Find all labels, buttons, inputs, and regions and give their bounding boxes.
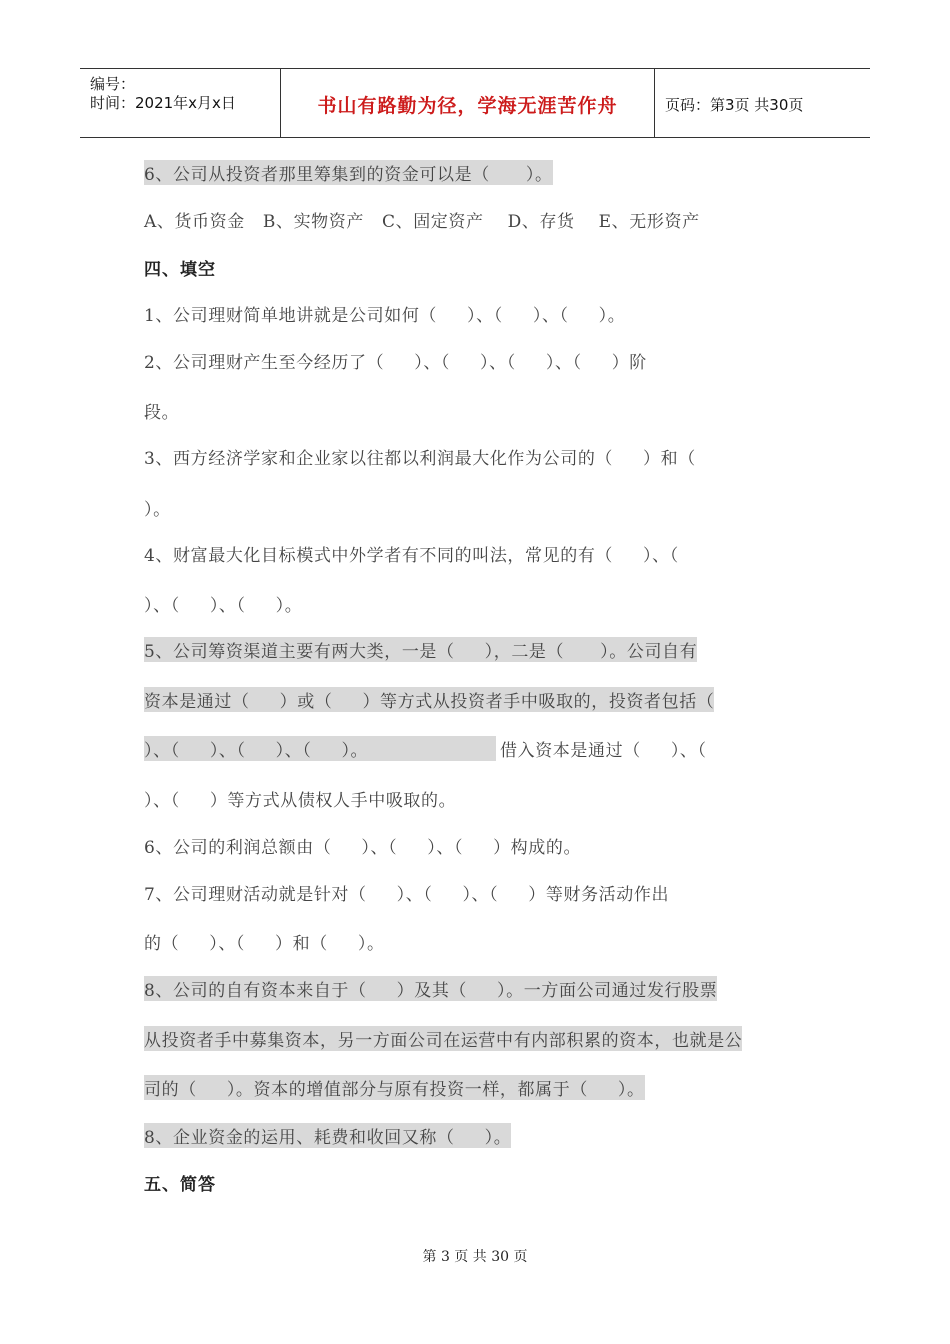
question-line: 3、西方经济学家和企业家以往都以利润最大化作为公司的（ ）和（ xyxy=(144,449,696,469)
question-line: 4、财富最大化目标模式中外学者有不同的叫法，常见的有（ ）、（ xyxy=(144,546,679,566)
header-motto-cell xyxy=(281,69,655,137)
page-label: 页码：第3页 共30页 xyxy=(665,96,804,114)
header-table xyxy=(80,68,870,138)
question-line: 7、公司理财活动就是针对（ ）、（ ）、（ ）等财务活动作出 xyxy=(144,885,670,905)
question-line: ）、（ ）等方式从债权人手中吸取的。 xyxy=(144,791,457,811)
question-line: 8、企业资金的运用、耗费和收回又称（ ）。 xyxy=(144,1123,511,1148)
question-line: 5、公司筹资渠道主要有两大类，一是（ ），二是（ ）。公司自有 xyxy=(144,637,697,662)
section-heading-short-answer: 五、简答 xyxy=(144,1175,216,1195)
question-line: 段。 xyxy=(144,403,180,423)
question-line: 从投资者手中募集资本，另一方面公司在运营中有内部积累的资本，也就是公 xyxy=(144,1026,742,1051)
question-line: 司的（ ）。资本的增值部分与原有投资一样，都属于（ ）。 xyxy=(144,1075,645,1100)
question-line: ）。 xyxy=(144,500,171,520)
question-line: 8、公司的自有资本来自于（ ）及其（ ）。一方面公司通过发行股票 xyxy=(144,976,717,1001)
question-line: ）、（ ）、（ ）。 xyxy=(144,596,303,616)
question-line: 6、公司的利润总额由（ ）、（ ）、（ ）构成的。 xyxy=(144,838,582,858)
question-line: 1、公司理财简单地讲就是公司如何（ ）、（ ）、（ ）。 xyxy=(144,306,626,326)
section-heading-fill-blank: 四、填空 xyxy=(144,260,216,280)
time-label: 时间：2021年x月x日 xyxy=(90,94,236,112)
question-line: ）、（ ）、（ ）、（ ）。 xyxy=(144,736,496,761)
header-info-cell xyxy=(80,69,281,137)
code-label: 编号： xyxy=(90,75,136,93)
question-line: 借入资本是通过（ ）、（ xyxy=(500,741,707,761)
question-line: 资本是通过（ ）或（ ）等方式从投资者手中吸取的，投资者包括（ xyxy=(144,687,714,712)
question-line: 的（ ）、（ ）和（ ）。 xyxy=(144,934,385,954)
question-line: 2、公司理财产生至今经历了（ ）、（ ）、（ ）、（ ）阶 xyxy=(144,353,647,373)
options-line: A、货币资金 B、实物资产 C、固定资产 D、存货 E、无形资产 xyxy=(144,212,700,232)
question-line: 6、公司从投资者那里筹集到的资金可以是（ ）。 xyxy=(144,160,553,185)
motto: 书山有路勤为径，学海无涯苦作舟 xyxy=(317,95,618,117)
page-footer: 第 3 页 共 30 页 xyxy=(422,1249,528,1265)
